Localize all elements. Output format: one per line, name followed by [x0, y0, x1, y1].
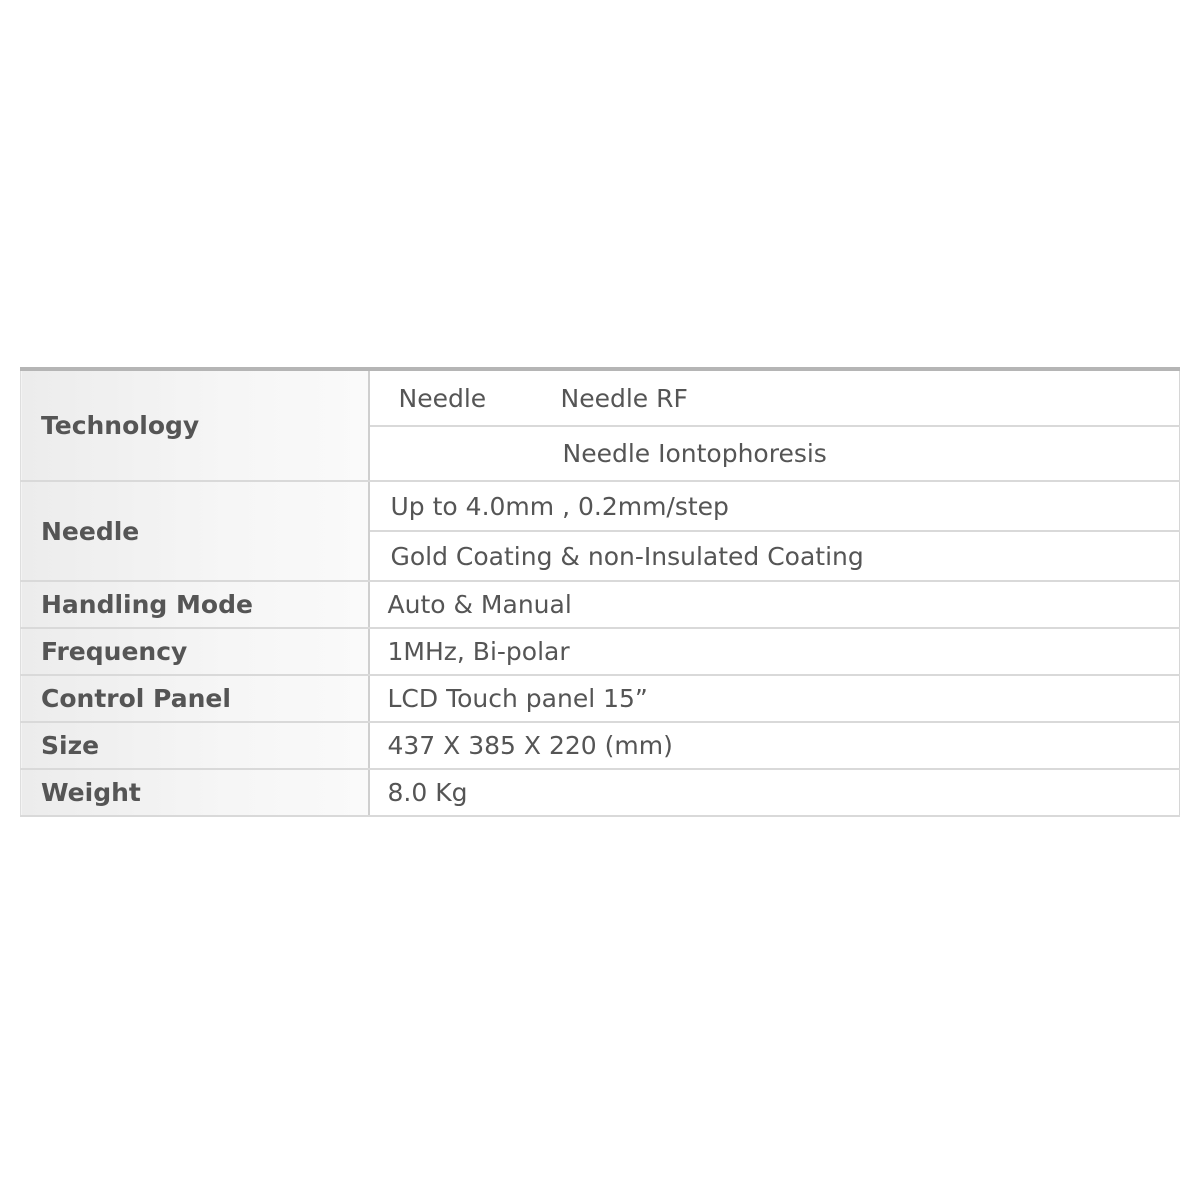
- label-size: Size: [21, 722, 369, 769]
- label-weight: Weight: [21, 769, 369, 816]
- label-control-panel: Control Panel: [21, 675, 369, 722]
- value-control-panel: LCD Touch panel 15”: [369, 675, 1180, 722]
- value-weight: 8.0 Kg: [369, 769, 1180, 816]
- table-row-frequency: [21, 628, 1180, 675]
- table-row-weight: [21, 769, 1180, 816]
- value-needle-coating: [369, 531, 1180, 581]
- value-technology-line2: [369, 426, 1180, 481]
- value-technology-needle: Needle: [398, 383, 487, 413]
- value-technology-needle-rf: Needle RF: [560, 383, 688, 413]
- table-row-control-panel: [21, 675, 1180, 722]
- value-size: 437 X 385 X 220 (mm): [369, 722, 1180, 769]
- label-technology: Technology: [21, 369, 369, 481]
- value-frequency: 1MHz, Bi-polar: [369, 628, 1180, 675]
- table-row-size: [21, 722, 1180, 769]
- value-technology-iontophoresis: Needle Iontophoresis: [562, 439, 827, 468]
- value-needle-depth-text: Up to 4.0mm , 0.2mm/step: [390, 491, 729, 521]
- value-technology-line1: [369, 369, 1180, 426]
- table-row-technology: [21, 369, 1180, 426]
- label-handling-mode: Handling Mode: [21, 581, 369, 628]
- table-row-handling-mode: [21, 581, 1180, 628]
- table-row-needle: [21, 481, 1180, 531]
- value-handling-mode: Auto & Manual: [369, 581, 1180, 628]
- value-needle-coating-text: Gold Coating & non-Insulated Coating: [390, 541, 864, 571]
- label-needle: Needle: [21, 481, 369, 581]
- spec-table: [20, 367, 1180, 817]
- label-frequency: Frequency: [21, 628, 369, 675]
- value-needle-depth: [369, 481, 1180, 531]
